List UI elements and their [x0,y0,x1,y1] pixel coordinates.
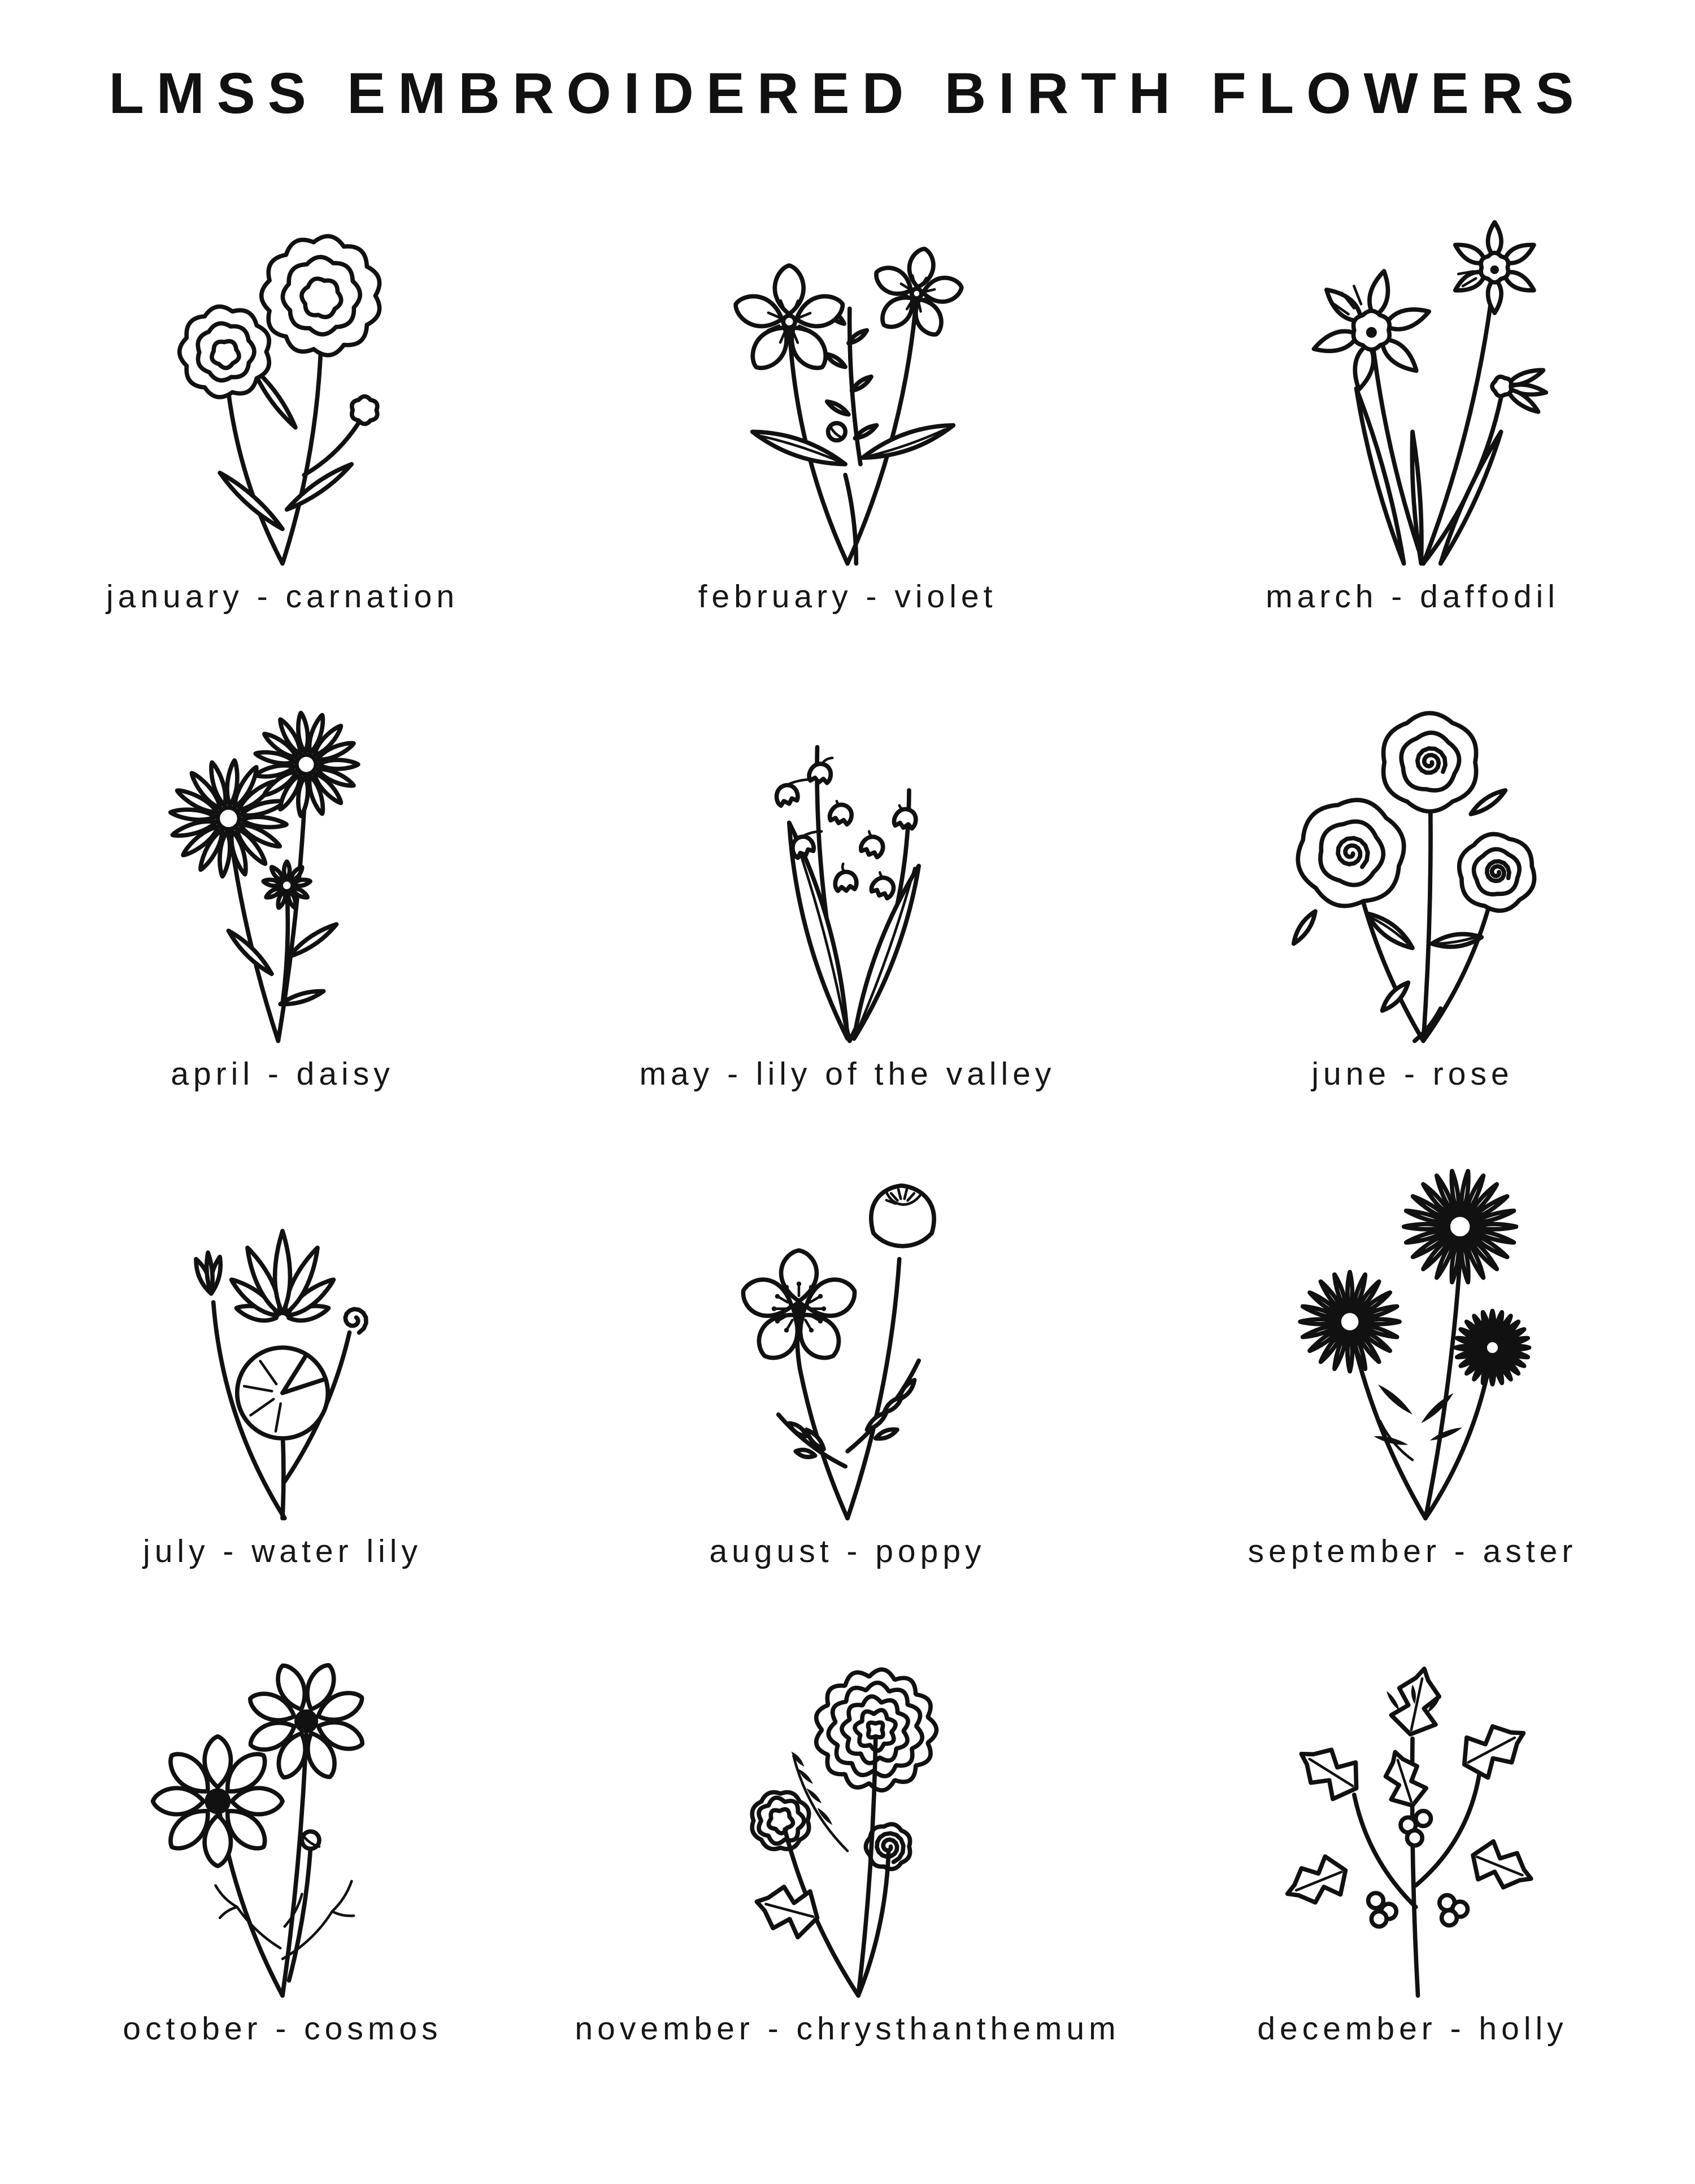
poppy-illustration [672,1158,1023,1525]
cell-august [565,1158,1130,1635]
cell-june [1130,680,1695,1158]
holly-illustration [1237,1635,1588,2002]
label-june: june - rose [1311,1056,1514,1093]
label-april: april - daisy [171,1056,394,1093]
daisy-illustration [107,680,458,1047]
cosmos-illustration [107,1635,458,2002]
cell-april [0,680,565,1158]
birth-flowers-poster [0,63,1695,2184]
daffodil-illustration [1237,203,1588,570]
water-lily-illustration [107,1158,458,1525]
cell-october [0,1635,565,2112]
cell-march [1130,203,1695,680]
label-august: august - poppy [709,1533,986,1570]
label-october: october - cosmos [123,2011,442,2047]
cell-november [565,1635,1130,2112]
cell-december [1130,1635,1695,2112]
cell-september [1130,1158,1695,1635]
chrysanthemum-illustration [672,1635,1023,2002]
label-march: march - daffodil [1266,578,1559,615]
aster-illustration [1237,1158,1588,1525]
cell-may [565,680,1130,1158]
label-july: july - water lily [143,1533,422,1570]
label-january: january - carnation [106,578,459,615]
carnation-illustration [107,203,458,570]
label-december: december - holly [1257,2011,1568,2047]
violet-illustration [672,203,1023,570]
rose-illustration [1237,680,1588,1047]
label-november: november - chrysthanthemum [575,2011,1120,2047]
lily-of-the-valley-illustration [672,680,1023,1047]
cell-july [0,1158,565,1635]
label-february: february - violet [698,578,997,615]
page-title: LMSS EMBROIDERED BIRTH FLOWERS [108,61,1587,125]
cell-january [0,203,565,680]
label-may: may - lily of the valley [639,1056,1056,1093]
label-september: september - aster [1248,1533,1577,1570]
flower-grid [0,203,1695,2112]
cell-february [565,203,1130,680]
